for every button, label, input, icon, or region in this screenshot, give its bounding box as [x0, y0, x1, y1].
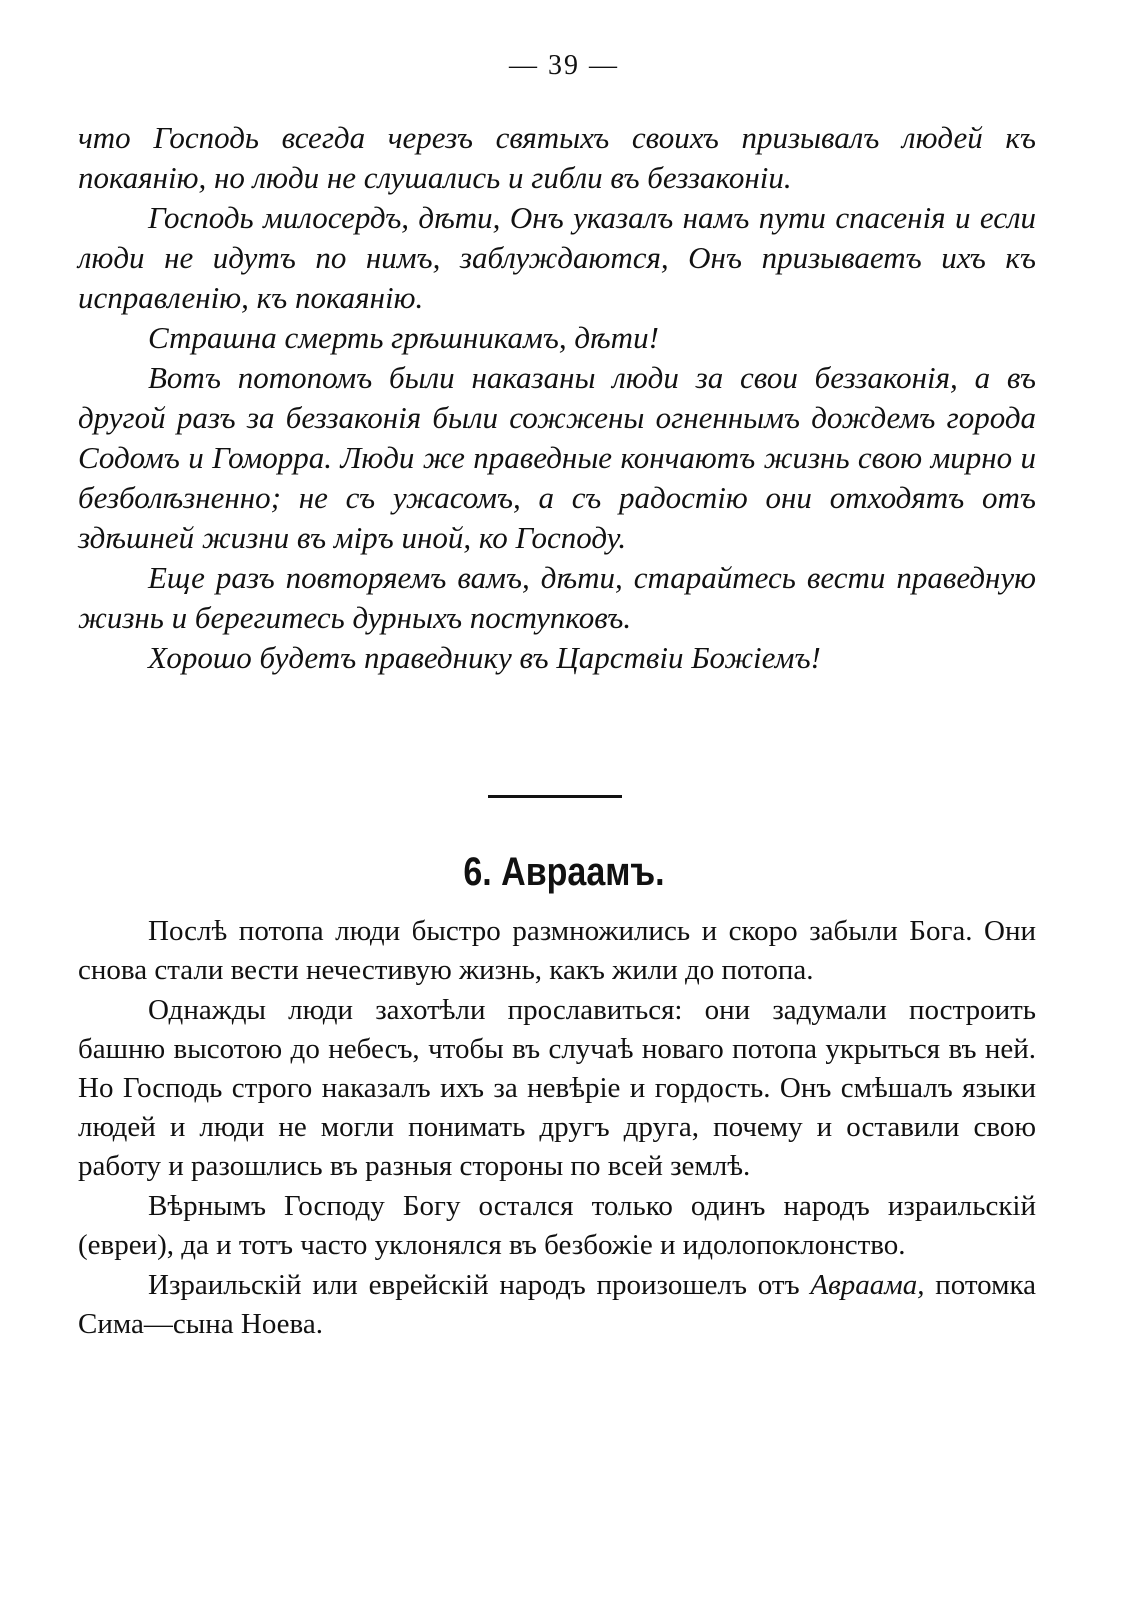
italic-text-block	[78, 118, 1036, 678]
italic-paragraph: Хорошо будетъ праведнику въ Царствіи Божіемъ!	[148, 640, 821, 675]
text-run: потомка Сима—сына Ноева.	[78, 1269, 1036, 1340]
italic-paragraph: Страшна смерть грѣшникамъ, дѣти!	[148, 320, 659, 355]
body-paragraph: Послѣ потопа люди быстро размножились и скоро забыли Бога. Они снова стали вести нечестивую жизнь, какъ жили до потопа.	[78, 915, 1036, 986]
section-title: 6. Авраамъ.	[463, 850, 665, 894]
section-divider	[488, 795, 622, 798]
emphasized-name: Авраама,	[810, 1269, 925, 1301]
italic-paragraph: что Господь всегда черезъ святыхъ своихъ призывалъ людей къ покаянію, но люди не слушались и гибли въ беззаконіи.	[78, 120, 1036, 195]
italic-paragraph: Еще разъ повторяемъ вамъ, дѣти, старайтесь вести праведную жизнь и берегитесь дурныхъ поступковъ.	[78, 560, 1036, 635]
body-paragraph-last	[78, 1266, 1036, 1344]
body-paragraph: Однажды люди захотѣли прославиться: они задумали построить башню высотою до небесъ, чтобы въ случаѣ новаго потопа укрыться въ ней. Но Господь строго наказалъ ихъ за невѣріе и гордость. Онъ смѣшалъ языки людей и люди не могли понимать другъ друга, почему и оставили свою работу и разошлись въ разныя стороны по всей землѣ.	[78, 994, 1036, 1182]
text-run: Израильскій или еврейскій народъ произошелъ отъ	[148, 1269, 811, 1301]
body-text-block	[78, 912, 1036, 1345]
page-number: — 39 —	[509, 50, 619, 81]
italic-paragraph: Вотъ потопомъ были наказаны люди за свои беззаконія, а въ другой разъ за беззаконія были сожжены огненнымъ дождемъ города Содомъ и Гоморра. Люди же праведные кончаютъ жизнь свою мирно и безболѣзненно; не съ ужасомъ, а съ радостію они отходятъ отъ здѣшней жизни въ міръ иной, ко Господу.	[78, 360, 1036, 555]
body-paragraph: Вѣрнымъ Господу Богу остался только одинъ народъ израильскій (евреи), да и тотъ часто уклонялся въ безбожіе и идолопоклонство.	[78, 1190, 1036, 1261]
italic-paragraph: Господь милосердъ, дѣти, Онъ указалъ намъ пути спасенія и если люди не идутъ по нимъ, заблуждаются, Онъ призываетъ ихъ къ исправленію, къ покаянію.	[78, 200, 1036, 315]
